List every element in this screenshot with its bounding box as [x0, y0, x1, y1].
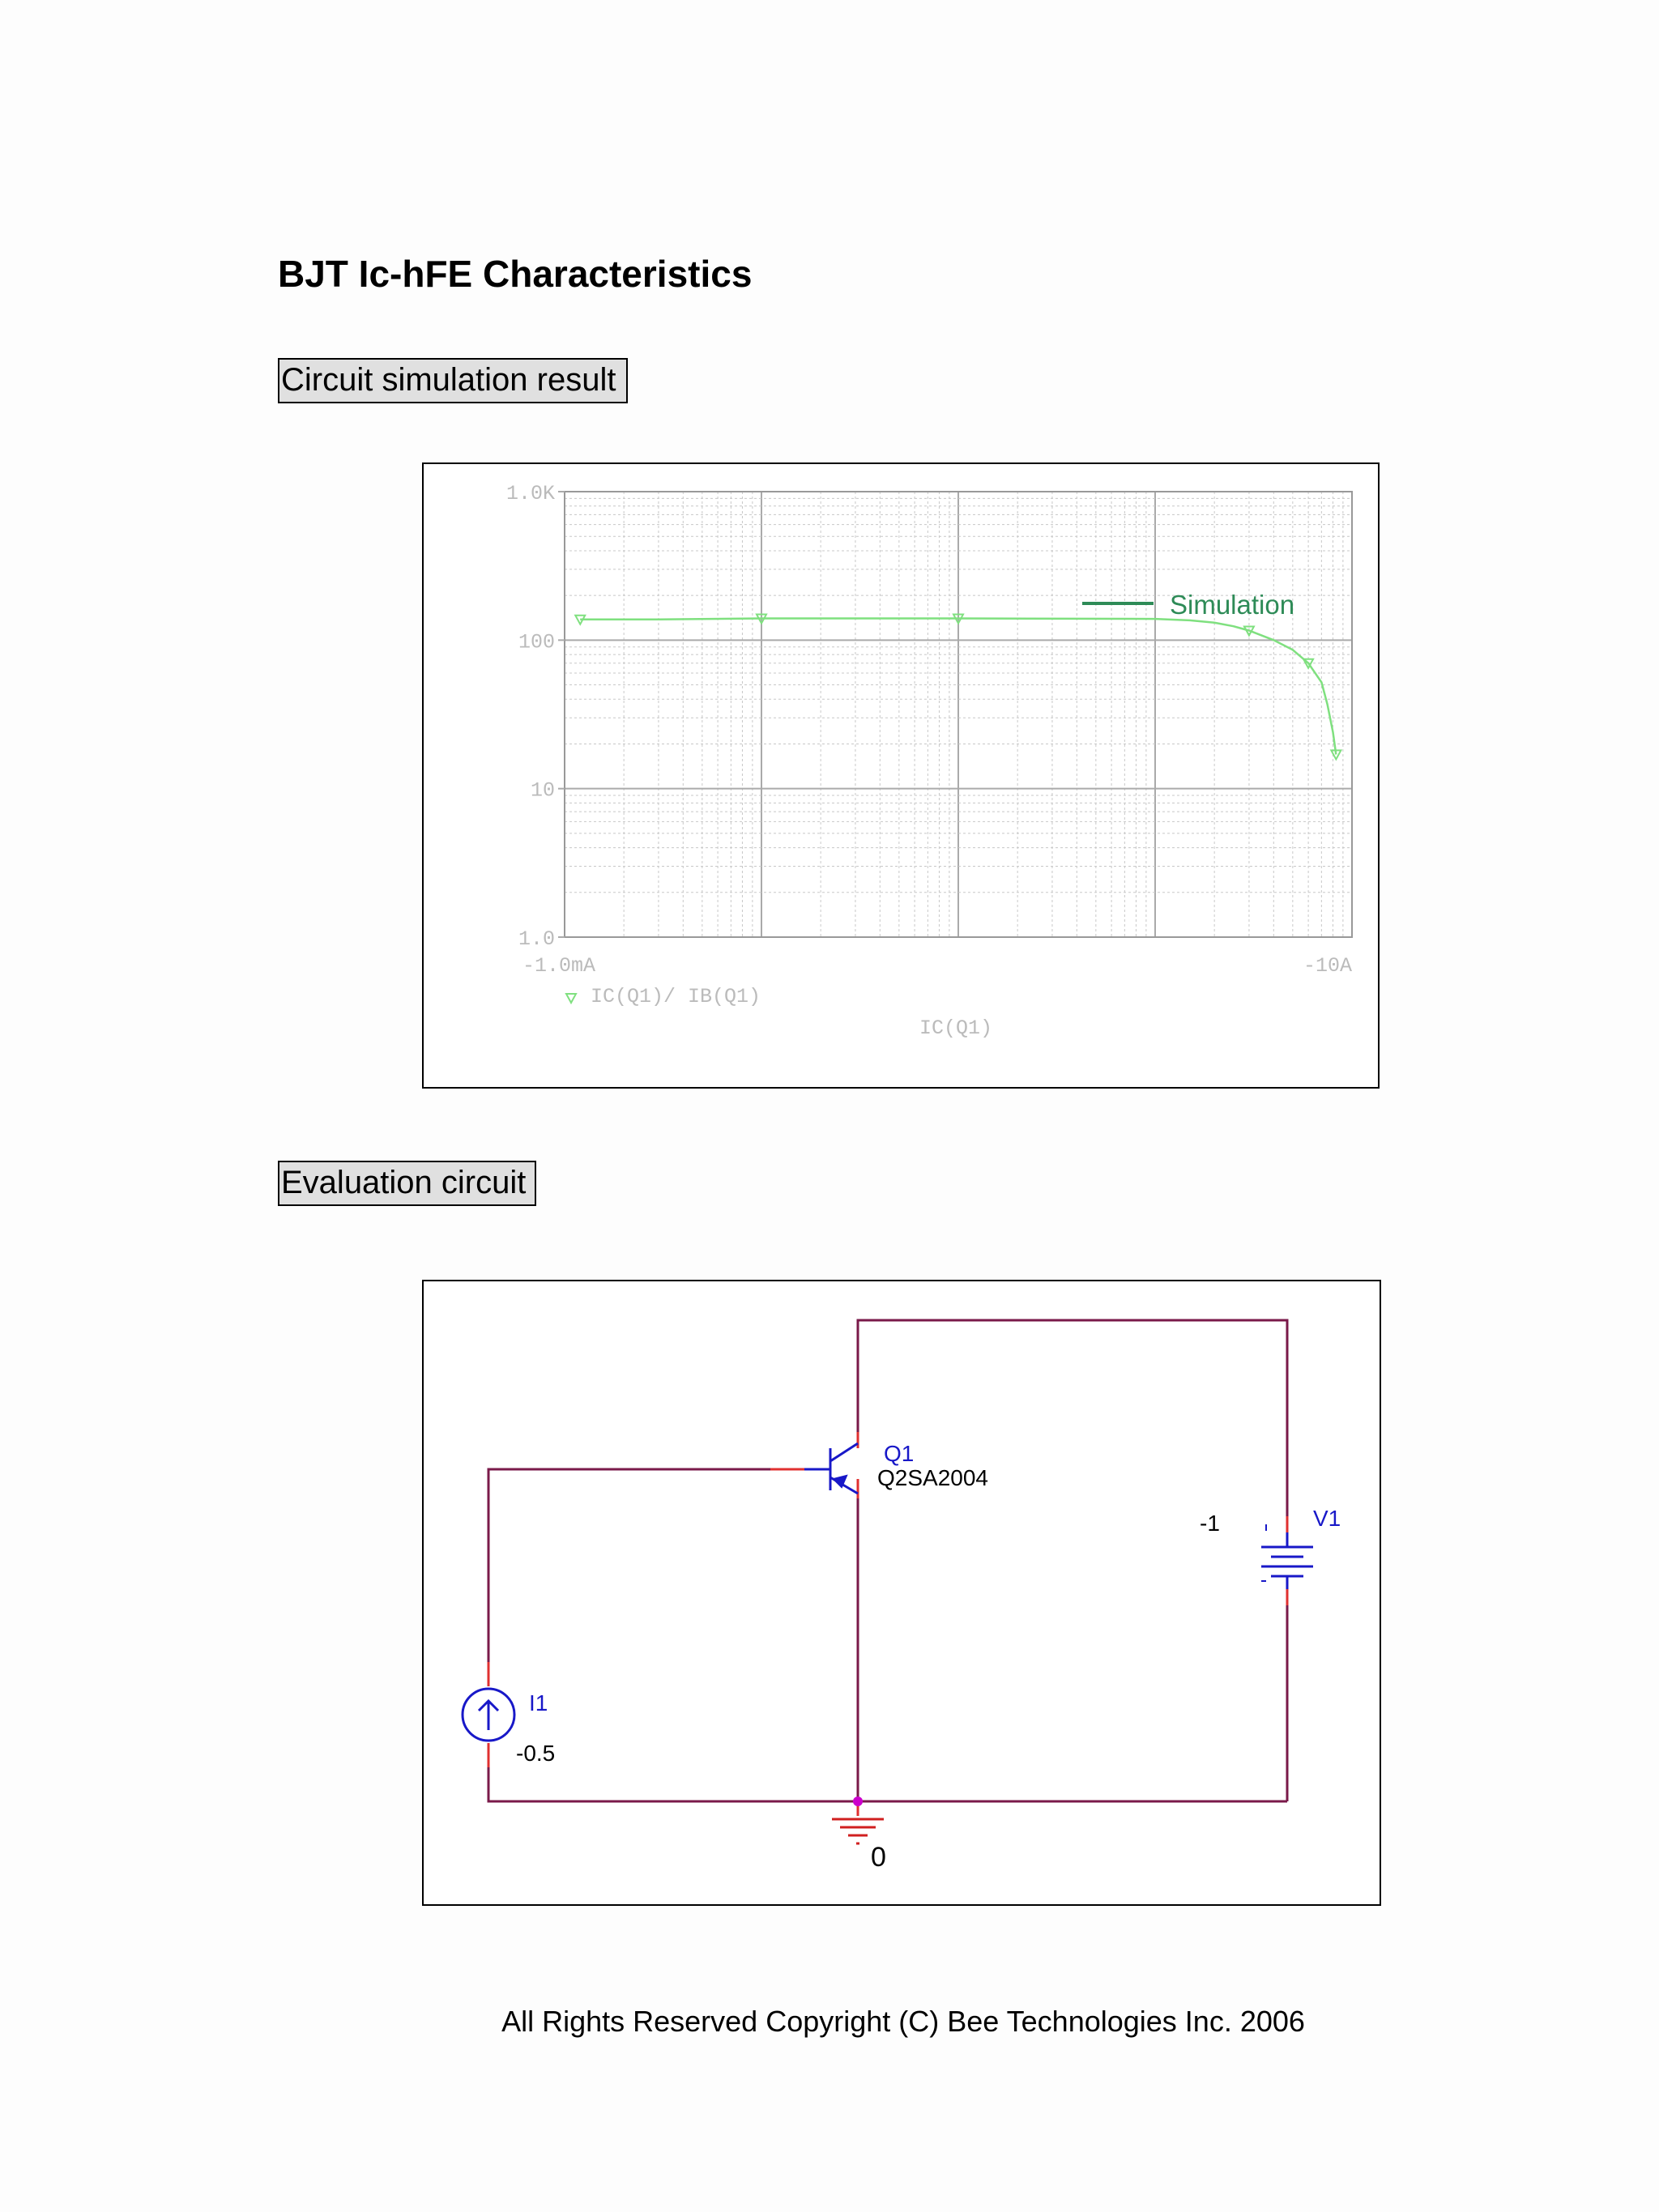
voltage-source-v1 — [1261, 1524, 1313, 1589]
y-tick-label: 1.0 — [518, 927, 555, 951]
i1-ref-label: I1 — [529, 1690, 548, 1715]
q1-ref-label: Q1 — [884, 1441, 915, 1466]
current-source-i1 — [463, 1689, 514, 1741]
wires — [488, 1320, 1287, 1801]
x-axis-label: IC(Q1) — [919, 1016, 993, 1040]
v1-ref-label: V1 — [1313, 1506, 1341, 1531]
y-tick-labels — [506, 482, 565, 951]
y-tick-label: 10 — [530, 778, 555, 803]
q1-model-label: Q2SA2004 — [877, 1465, 988, 1490]
y-tick-label: 1.0K — [505, 482, 555, 505]
x-tick-labels — [522, 954, 1352, 978]
trace-label-marker — [566, 994, 576, 1003]
hfe-chart — [424, 464, 1378, 1087]
x-tick-label: -10A — [1303, 954, 1352, 978]
y-tick-label: 100 — [518, 630, 555, 654]
ground-net-label: 0 — [871, 1842, 886, 1873]
x-tick-label: -1.0mA — [522, 954, 596, 978]
circuit-schematic — [424, 1281, 1380, 1904]
ground-symbol — [832, 1819, 884, 1843]
evaluation-section-label: Evaluation circuit — [278, 1161, 536, 1206]
simulation-section-label: Circuit simulation result — [278, 358, 628, 403]
legend-label-simulation: Simulation — [1170, 590, 1295, 620]
hfe-chart-frame — [422, 462, 1380, 1089]
page-title: BJT Ic-hFE Characteristics — [278, 253, 753, 295]
i1-value-label: -0.5 — [516, 1741, 556, 1766]
copyright-footer: All Rights Reserved Copyright (C) Bee Technologies Inc. 2006 — [501, 2005, 1305, 2038]
ground-junction — [853, 1796, 863, 1806]
circuit-frame — [422, 1280, 1381, 1906]
trace-label: IC(Q1)/ IB(Q1) — [591, 985, 761, 1008]
v1-value-label: -1 — [1200, 1511, 1220, 1536]
chart-grid — [565, 492, 1352, 937]
transistor-q1 — [804, 1443, 858, 1494]
